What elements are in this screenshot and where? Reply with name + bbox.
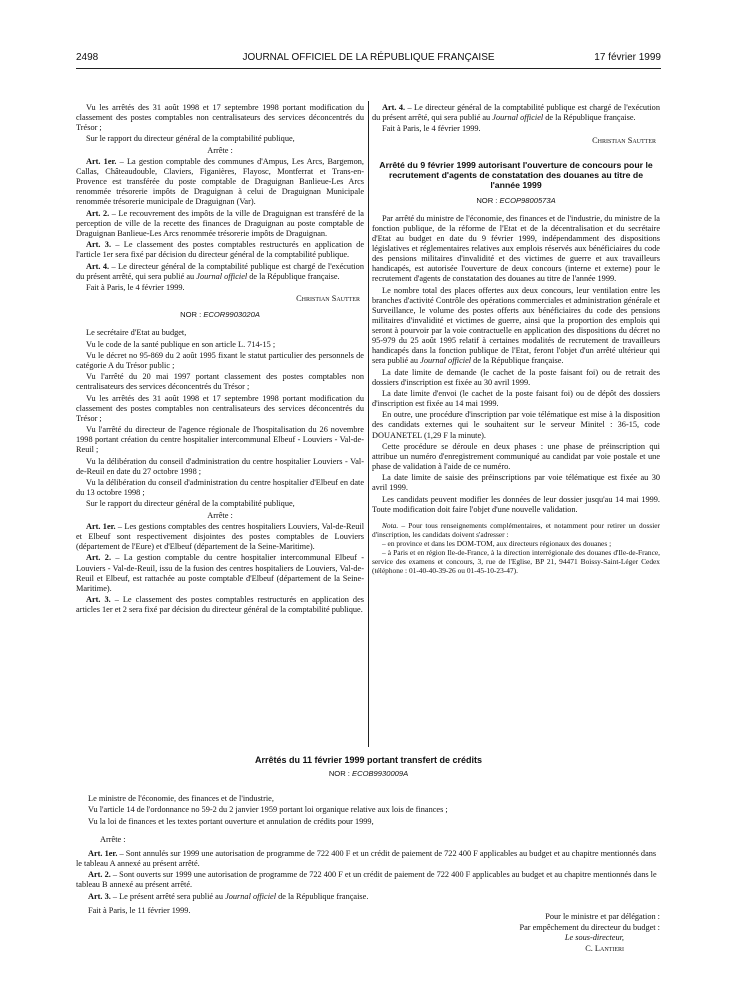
paragraph: La date limite de saisie des préinscriptions par voie télématique est fixée au 30 avril 1999. xyxy=(372,473,660,493)
paragraph: Vu l'arrêté du directeur de l'agence régionale de l'hospitalisation du 26 novembre 1998 portant création du centre hospitalier intercommunal Elbeuf - Louviers - Val-de-Reuil ; xyxy=(76,425,364,455)
article xyxy=(76,553,364,593)
bottom-body xyxy=(76,794,661,917)
paragraph: Le secrétaire d'Etat au budget, xyxy=(86,328,187,338)
article-label: Art. 2. xyxy=(88,870,111,880)
paragraph: Vu le décret no 95-869 du 2 août 1995 fixant le statut particulier des personnels de catégorie A du Trésor public ; xyxy=(76,350,364,371)
paragraph: En outre, une procédure d'inscription par voie télématique est mise à la disposition des candidats externes qui le souhaitent sur le serveur Minitel : 36-15, code DOUANETEL (1,29 F la minute). xyxy=(372,410,660,440)
article-text: – Le directeur général de la comptabilité publique est chargé de l'exécution du présent arrêté, qui sera publié au xyxy=(372,103,660,123)
article-text: de la République française. xyxy=(276,891,369,901)
paragraph: Le nombre total des places offertes aux deux concours, leur ventilation entre les branches d'activité Contrôle des opérations commerciales et administration générale et Surveillance, le volume des postes offerts aux bénéficiaires du code des pensions militaires d'invalidité et victimes de guerre, ainsi que la proportion des emplois qui seront à pourvoir par la voie contractuelle en application des dispositions du décret no 95-979 du 25 août 1995 relatif à certaines modalités de recrutement de travailleurs handicapés dans la fonction publique de l'Etat, feront l'objet d'un arrêté ultérieur qui sera publié au Journal officiel de la République française. xyxy=(372,285,660,366)
article-text: de la République française. xyxy=(543,113,636,123)
journal-title: JOURNAL OFFICIEL DE LA RÉPUBLIQUE FRANÇAISE xyxy=(242,52,495,63)
journal-reference: Journal officiel xyxy=(225,891,277,901)
article xyxy=(76,595,364,615)
article xyxy=(76,209,364,239)
article-text: – Le classement des postes comptables restructurés en application de l'article 1er sera fixé par décision du directeur général de la comptabilité publique. xyxy=(76,240,365,260)
nota-label: Nota. xyxy=(382,521,399,531)
paragraph: Par arrêté du ministre de l'économie, des finances et de l'industrie, du ministre de la fonction publique, de la réforme de l'Etat et de la décentralisation et du secrétaire d'Etat au budget en date du 9 février 1999, indépendamment des dispositions législatives et réglementaires relatives aux emplois réservés aux bénéficiaires du code des pensions militaires d'invalidité et des victimes de guerre et aux travailleurs handicapés, est autorisée l'ouverture de deux concours (interne et externe) pour le recrutement d'agents de constatation des douanes au titre de l'année 1999. xyxy=(372,213,660,284)
article-text: – Le directeur général de la comptabilité publique est chargé de l'exécution du présent arrêté, qui sera publié au xyxy=(76,261,364,281)
article-label: Art. 4. xyxy=(382,103,406,112)
right-column xyxy=(372,103,660,575)
journal-reference: Journal officiel xyxy=(196,271,248,281)
article-text: – Le classement des postes comptables restructurés en application des articles 1er et 2 sera fixé par décision du directeur général de la comptabilité publique. xyxy=(76,594,364,615)
left-column xyxy=(76,103,364,616)
paragraph: Vu les arrêtés des 31 août 1998 et 17 septembre 1998 portant modification du classement des postes comptables non centralisateurs des services déconcentrés du Trésor ; xyxy=(76,393,364,423)
arrete-heading: Arrête : xyxy=(207,145,233,155)
signature-line: Pour le ministre et par délégation : xyxy=(545,912,660,921)
article-text: – Le présent arrêté sera publié au xyxy=(110,891,226,901)
signature-block xyxy=(440,912,660,954)
article xyxy=(372,103,660,123)
paragraph: Vu les arrêtés des 31 août 1998 et 17 septembre 1998 portant modification du classement des postes comptables non centralisateurs des services déconcentrés du Trésor ; xyxy=(76,103,364,133)
nota-block xyxy=(372,521,660,575)
article-label: Art. 2. xyxy=(86,553,112,563)
paragraph: Cette procédure se déroule en deux phases : une phase de préinscription qui attribue un numéro d'enregistrement communiqué au candidat par voie postale et une phase de validation à l'aide de ce numéro. xyxy=(372,441,660,472)
article-text: – Le recouvrement des impôts de la ville de Draguignan est transféré de la perception de ville de la recette des finances de Draguignan au poste comptable de Draguignan Banlieue-Les Arcs renommée trésorerie impôts de Draguignan. xyxy=(76,208,364,238)
paragraph: La date limite de demande (le cachet de la poste faisant foi) ou de retrait des dossiers d'inscription est fixée au 30 avril 1999. xyxy=(372,367,660,387)
bottom-title: Arrêtés du 11 février 1999 portant transfert de crédits xyxy=(254,755,483,765)
nota-bullet: – en province et dans les DOM-TOM, aux directeurs régionaux des douanes ; xyxy=(382,539,612,549)
page-number: 2498 xyxy=(76,52,99,63)
article-label: Art. 1er. xyxy=(86,157,117,167)
nota-text: – Pour tous renseignements complémentaires, et notamment pour retirer un dossier d'inscription, les candidats doivent s'adresser : xyxy=(372,521,660,540)
paragraph: Les candidats peuvent modifier les données de leur dossier jusqu'au 14 mai 1999. Toute modification doit faire l'objet d'une nouvelle validation. xyxy=(372,494,660,514)
article-label: Art. 3. xyxy=(86,594,111,604)
column-divider xyxy=(368,101,369,747)
article-label: Art. 2. xyxy=(86,208,110,218)
nota-bullet: – à Paris et en région Ile-de-France, à la direction interrégionale des douanes d'Ile-de-France, service des examens et concours, 3, rue de l'Eglise, BP 21, 94471 Boissy-Saint-Léger Cedex (téléphone : 01-40-40-39-26 ou 01-45-10-23-47). xyxy=(372,548,660,576)
article-text: – Sont ouverts sur 1999 une autorisation de programme de 722 400 F et un crédit de paiement de 722 400 F applicables au budget et au chapitre mentionnés dans le tableau B annexé au présent arrêté. xyxy=(76,870,657,890)
article-label: Art. 1er. xyxy=(86,521,116,531)
article-label: Art. 3. xyxy=(88,891,111,901)
header-rule xyxy=(76,68,661,69)
paragraph: Vu le code de la santé publique en son article L. 714-15 ; xyxy=(86,339,276,349)
article-label: Art. 1er. xyxy=(88,848,118,858)
paragraph: Vu la loi de finances et les textes portant ouverture et annulation de crédits pour 1999, xyxy=(88,816,374,826)
arrete-heading: Arrête : xyxy=(207,510,233,520)
paragraph: Vu la délibération du conseil d'administration du centre hospitalier Louviers - Val-de-Reuil en date du 27 octobre 1998 ; xyxy=(76,456,364,476)
article-text: – La gestion comptable du centre hospitalier intercommunal Elbeuf - Louviers - Val-de-Reuil, issu de la fusion des centres hospitaliers de Louviers, Val-de-Reuil et Elbeuf, est rattachée au poste comptable d'Elbeuf (département de la Seine-Maritime). xyxy=(76,553,365,593)
article-label: Art. 3. xyxy=(86,240,112,250)
journal-reference: Journal officiel xyxy=(420,356,472,366)
article xyxy=(76,892,661,902)
article xyxy=(76,522,364,552)
fait-line: Fait à Paris, le 11 février 1999. xyxy=(88,905,191,915)
article xyxy=(76,157,364,207)
journal-reference: Journal officiel xyxy=(492,113,544,123)
article-text: de la République française. xyxy=(247,271,340,281)
nor-reference: NOR : ECOP9800573A xyxy=(476,195,556,205)
paragraph: Le ministre de l'économie, des finances et de l'industrie, xyxy=(88,794,274,803)
signature: Christian Sautter xyxy=(296,294,360,304)
nor-reference: NOR : ECOB9930009A xyxy=(328,769,409,778)
article-text: – La gestion comptable des communes d'Ampus, Les Arcs, Bargemon, Callas, Châteaudouble, Claviers, Figanières, Flayosc, Montferrat et Trans-en-Provence est transférée du poste comptable de Draguignan Banlieue-Les Arcs renommée trésorerie impôts de Draguignan à celui de Draguignan Municipale renommée trésorerie municipale de Draguignan (Var). xyxy=(76,157,364,207)
signature-line: Par empêchement du directeur du budget : xyxy=(519,922,660,932)
page-header xyxy=(76,52,661,66)
issue-date: 17 février 1999 xyxy=(594,52,661,63)
paragraph: Vu l'arrêté du 20 mai 1997 portant classement des postes comptables non centralisateurs des services déconcentrés du Trésor ; xyxy=(76,372,364,392)
article xyxy=(76,240,364,260)
fait-line: Fait à Paris, le 4 février 1999. xyxy=(382,124,481,134)
article xyxy=(76,262,364,282)
signature: Christian Sautter xyxy=(592,135,656,145)
nor-reference: NOR : ECOR9903020A xyxy=(180,310,260,320)
article xyxy=(76,870,661,890)
paragraph: Vu l'article 14 de l'ordonnance no 59-2 du 2 janvier 1959 portant loi organique relative aux lois de finances ; xyxy=(88,805,448,815)
paragraph: La date limite d'envoi (le cachet de la poste faisant foi) ou de dépôt des dossiers d'inscription est fixée au 14 mai 1999. xyxy=(372,389,660,409)
article-text: – Sont annulés sur 1999 une autorisation de programme de 722 400 F et un crédit de paiement de 722 400 F applicables au budget et au chapitre mentionnés dans le tableau A annexé au présent arrêté. xyxy=(76,848,657,868)
paragraph: Sur le rapport du directeur général de la comptabilité publique, xyxy=(86,134,295,144)
signature-title: Le sous-directeur, xyxy=(564,933,624,943)
article xyxy=(76,849,661,869)
fait-line: Fait à Paris, le 4 février 1999. xyxy=(86,282,185,292)
arrete-heading: Arrête : xyxy=(100,834,126,844)
signature-name: C. Lantieri xyxy=(585,943,624,953)
paragraph: Sur le rapport du directeur général de la comptabilité publique, xyxy=(86,499,295,509)
article-text: – Les gestions comptables des centres hospitaliers Louviers, Val-de-Reuil et Elbeuf sont respectivement disjointes des postes comptables de Louviers (département de l'Eure) et d'Elbeuf (département de la Seine-Maritime). xyxy=(76,521,364,552)
paragraph: Vu la délibération du conseil d'administration du centre hospitalier d'Elbeuf en date du 13 octobre 1998 ; xyxy=(76,478,364,498)
article-label: Art. 4. xyxy=(86,261,110,271)
decree-title: Arrêté du 9 février 1999 autorisant l'ouverture de concours pour le recrutement d'agents de constatation des douanes au titre de l'année 1999 xyxy=(379,159,653,190)
